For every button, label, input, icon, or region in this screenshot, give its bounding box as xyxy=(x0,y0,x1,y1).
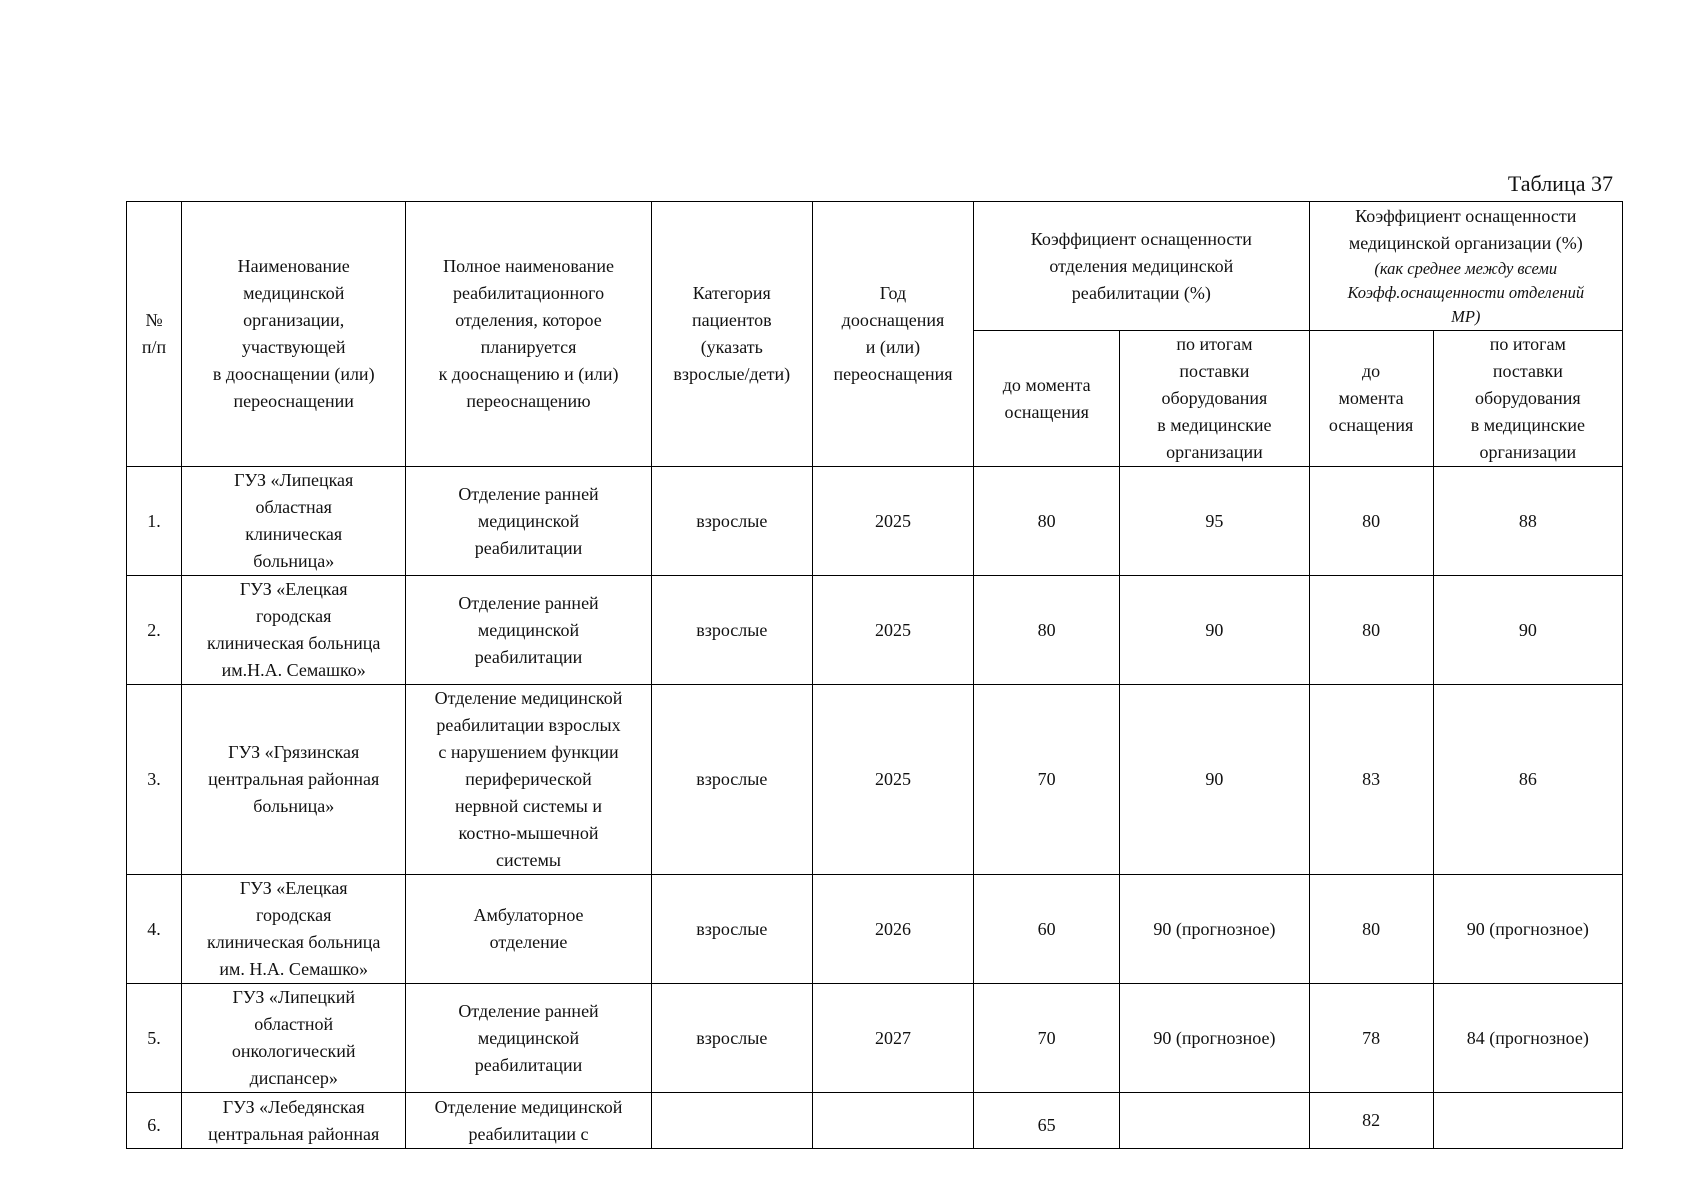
cell-org-after: 90 (прогнозное) xyxy=(1433,875,1622,984)
cell-dept-after: 90 xyxy=(1120,685,1309,875)
cell-organization: ГУЗ «Липецкий областной онкологический диспансер» xyxy=(182,984,406,1093)
cell-year: 2025 xyxy=(812,576,973,685)
table-row xyxy=(127,984,1623,1093)
cell-org-before: 82 xyxy=(1309,1093,1433,1149)
header-year: Год дооснащения и (или) переоснащения xyxy=(812,202,973,467)
cell-department: Отделение ранней медицинской реабилитации xyxy=(406,984,651,1093)
header-patient-category: Категория пациентов (указать взрослые/дети) xyxy=(651,202,812,467)
header-department: Полное наименование реабилитационного отделения, которое планируется к дооснащению и (или) переоснащению xyxy=(406,202,651,467)
cell-dept-after: 90 (прогнозное) xyxy=(1120,984,1309,1093)
cell-dept-before: 70 xyxy=(974,685,1120,875)
header-dept-after: по итогам поставки оборудования в медицинские организации xyxy=(1120,331,1309,467)
cell-number: 6. xyxy=(127,1093,182,1149)
cell-category: взрослые xyxy=(651,467,812,576)
cell-org-after xyxy=(1433,1093,1622,1149)
table-row xyxy=(127,685,1623,875)
cell-department: Амбулаторное отделение xyxy=(406,875,651,984)
cell-dept-after xyxy=(1120,1093,1309,1149)
equipment-table xyxy=(126,201,1623,1149)
cell-department: Отделение медицинской реабилитации взрослых с нарушением функции периферической нервной системы и костно-мышечной системы xyxy=(406,685,651,875)
table-row xyxy=(127,467,1623,576)
cell-organization: ГУЗ «Елецкая городская клиническая больница им.Н.А. Семашко» xyxy=(182,576,406,685)
cell-number: 1. xyxy=(127,467,182,576)
cell-year: 2025 xyxy=(812,685,973,875)
cell-organization: ГУЗ «Липецкая областная клиническая больница» xyxy=(182,467,406,576)
cell-number: 4. xyxy=(127,875,182,984)
cell-dept-before: 80 xyxy=(974,576,1120,685)
header-organization-coefficient-note: (как среднее между всеми Коэфф.оснащенности отделений МР) xyxy=(1347,259,1585,326)
table-row xyxy=(127,576,1623,685)
cell-department: Отделение ранней медицинской реабилитации xyxy=(406,576,651,685)
table-row xyxy=(127,875,1623,984)
cell-category: взрослые xyxy=(651,685,812,875)
header-dept-before: до момента оснащения xyxy=(974,331,1120,467)
cell-org-before: 80 xyxy=(1309,467,1433,576)
cell-organization: ГУЗ «Елецкая городская клиническая больница им. Н.А. Семашко» xyxy=(182,875,406,984)
cell-dept-after: 90 (прогнозное) xyxy=(1120,875,1309,984)
cell-year: 2025 xyxy=(812,467,973,576)
cell-org-after: 90 xyxy=(1433,576,1622,685)
cell-dept-after: 95 xyxy=(1120,467,1309,576)
cell-category: взрослые xyxy=(651,984,812,1093)
table-row xyxy=(127,1093,1623,1149)
cell-dept-after: 90 xyxy=(1120,576,1309,685)
cell-category: взрослые xyxy=(651,875,812,984)
cell-category: взрослые xyxy=(651,576,812,685)
cell-org-after: 86 xyxy=(1433,685,1622,875)
header-org-after: по итогам поставки оборудования в медицинские организации xyxy=(1433,331,1622,467)
header-organization-coefficient: Коэффициент оснащенности медицинской организации (%) (как среднее между всеми Коэфф.оснащенности отделений МР) xyxy=(1309,202,1622,331)
header-number: № п/п xyxy=(127,202,182,467)
header-org-before: до момента оснащения xyxy=(1309,331,1433,467)
cell-year xyxy=(812,1093,973,1149)
cell-organization: ГУЗ «Грязинская центральная районная больница» xyxy=(182,685,406,875)
cell-number: 2. xyxy=(127,576,182,685)
cell-number: 5. xyxy=(127,984,182,1093)
cell-number: 3. xyxy=(127,685,182,875)
cell-org-before: 80 xyxy=(1309,875,1433,984)
cell-organization: ГУЗ «Лебедянская центральная районная xyxy=(182,1093,406,1149)
table-caption: Таблица 37 xyxy=(1507,171,1613,196)
cell-category xyxy=(651,1093,812,1149)
cell-year: 2027 xyxy=(812,984,973,1093)
header-department-coefficient: Коэффициент оснащенности отделения медицинской реабилитации (%) xyxy=(974,202,1309,331)
cell-org-after: 88 xyxy=(1433,467,1622,576)
cell-dept-before: 60 xyxy=(974,875,1120,984)
cell-department: Отделение медицинской реабилитации с xyxy=(406,1093,651,1149)
header-organization: Наименование медицинской организации, участвующей в дооснащении (или) переоснащении xyxy=(182,202,406,467)
cell-org-before: 83 xyxy=(1309,685,1433,875)
cell-org-before: 80 xyxy=(1309,576,1433,685)
cell-org-after: 84 (прогнозное) xyxy=(1433,984,1622,1093)
cell-dept-before: 70 xyxy=(974,984,1120,1093)
cell-dept-before: 65 xyxy=(974,1093,1120,1149)
cell-org-before: 78 xyxy=(1309,984,1433,1093)
cell-department: Отделение ранней медицинской реабилитации xyxy=(406,467,651,576)
cell-dept-before: 80 xyxy=(974,467,1120,576)
cell-year: 2026 xyxy=(812,875,973,984)
